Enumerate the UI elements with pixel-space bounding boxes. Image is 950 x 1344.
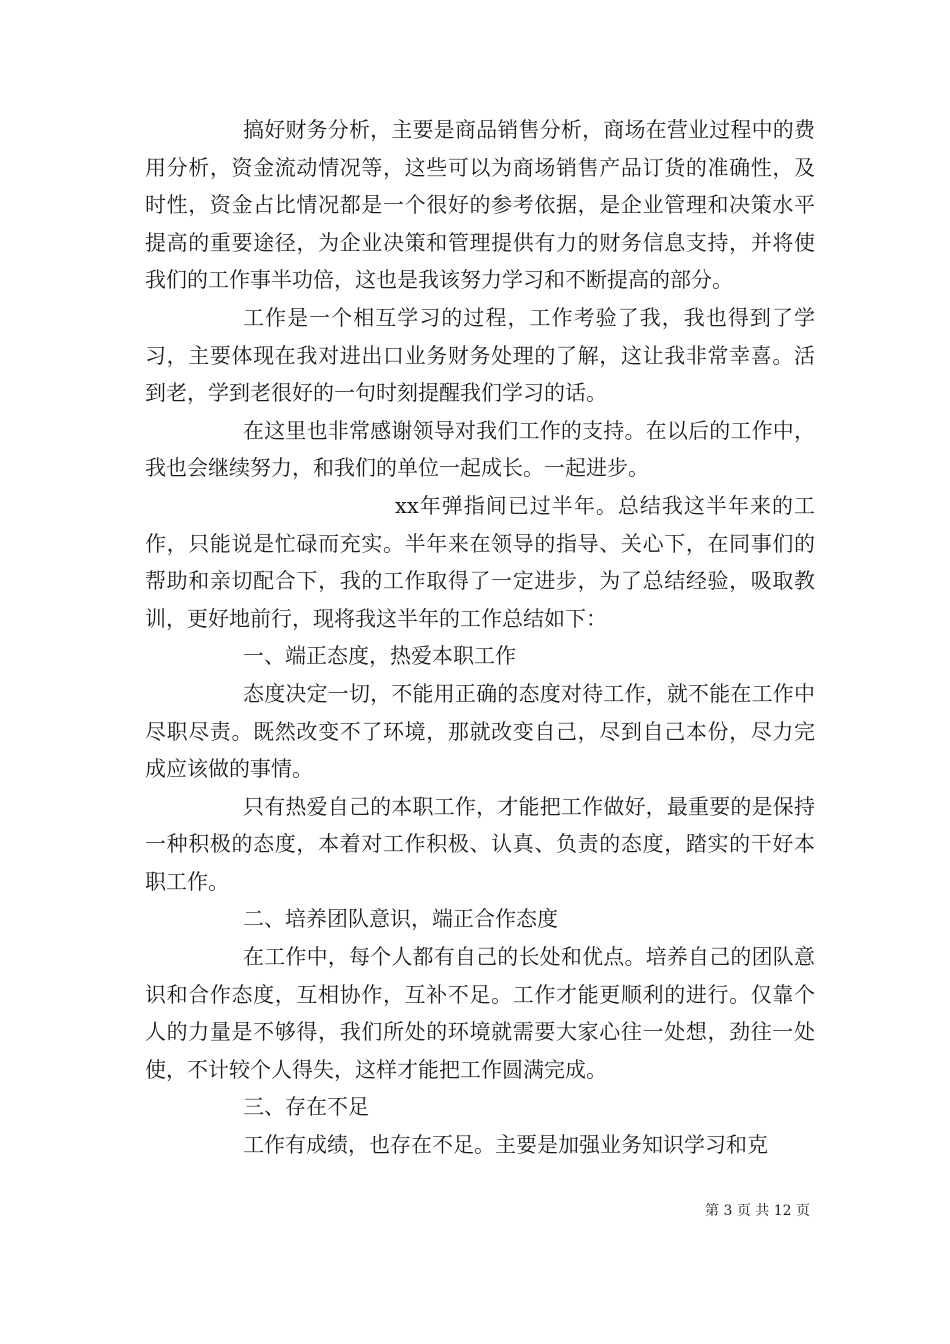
document-body (145, 112, 815, 1165)
paragraph-half-year-intro: xx年弹指间已过半年。总结我这半年来的工作，只能说是忙碌而充实。半年来在领导的指导、关心下，在同事们的帮助和亲切配合下，我的工作取得了一定进步，为了总结经验，吸取教训，更好地前行，现将我这半年的工作总结如下： (145, 493, 815, 631)
section-heading-attitude: 一、端正态度，热爱本职工作 (243, 644, 516, 669)
paragraph-thanks: 在这里也非常感谢领导对我们工作的支持。在以后的工作中，我也会继续努力，和我们的单位一起成长。一起进步。 (145, 418, 815, 481)
paragraph-teamwork: 在工作中，每个人都有自己的长处和优点。培养自己的团队意识和合作态度，互相协作，互补不足。工作才能更顺利的进行。仅靠个人的力量是不够得，我们所处的环境就需要大家心往一处想，劲往一处使，不计较个人得失，这样才能把工作圆满完成。 (145, 945, 815, 1082)
page-number-footer: 第 3 页 共 12 页 (705, 1203, 810, 1219)
section-heading-shortcomings: 三、存在不足 (243, 1095, 369, 1120)
paragraph-attitude: 态度决定一切，不能用正确的态度对待工作，就不能在工作中尽职尽责。既然改变不了环境，那就改变自己，尽到自己本份，尽力完成应该做的事情。 (145, 681, 815, 782)
paragraph-financial-analysis: 搞好财务分析，主要是商品销售分析，商场在营业过程中的费用分析，资金流动情况等，这些可以为商场销售产品订货的准确性，及时性，资金占比情况都是一个很好的参考依据，是企业管理和决策水平提高的重要途径，为企业决策和管理提供有力的财务信息支持，并将使我们的工作事半功倍，这也是我该努力学习和不断提高的部分。 (145, 118, 815, 293)
paragraph-shortcomings: 工作有成绩，也存在不足。主要是加强业务知识学习和克 (243, 1133, 768, 1158)
paragraph-love-work: 只有热爱自己的本职工作，才能把工作做好，最重要的是保持一种积极的态度，本着对工作积极、认真、负责的态度，踏实的干好本职工作。 (145, 794, 815, 894)
section-heading-teamwork: 二、培养团队意识，端正合作态度 (243, 907, 558, 932)
paragraph-mutual-learning: 工作是一个相互学习的过程，工作考验了我，我也得到了学习，主要体现在我对进出口业务财务处理的了解，这让我非常幸喜。活到老，学到老很好的一句时刻提醒我们学习的话。 (145, 305, 815, 406)
